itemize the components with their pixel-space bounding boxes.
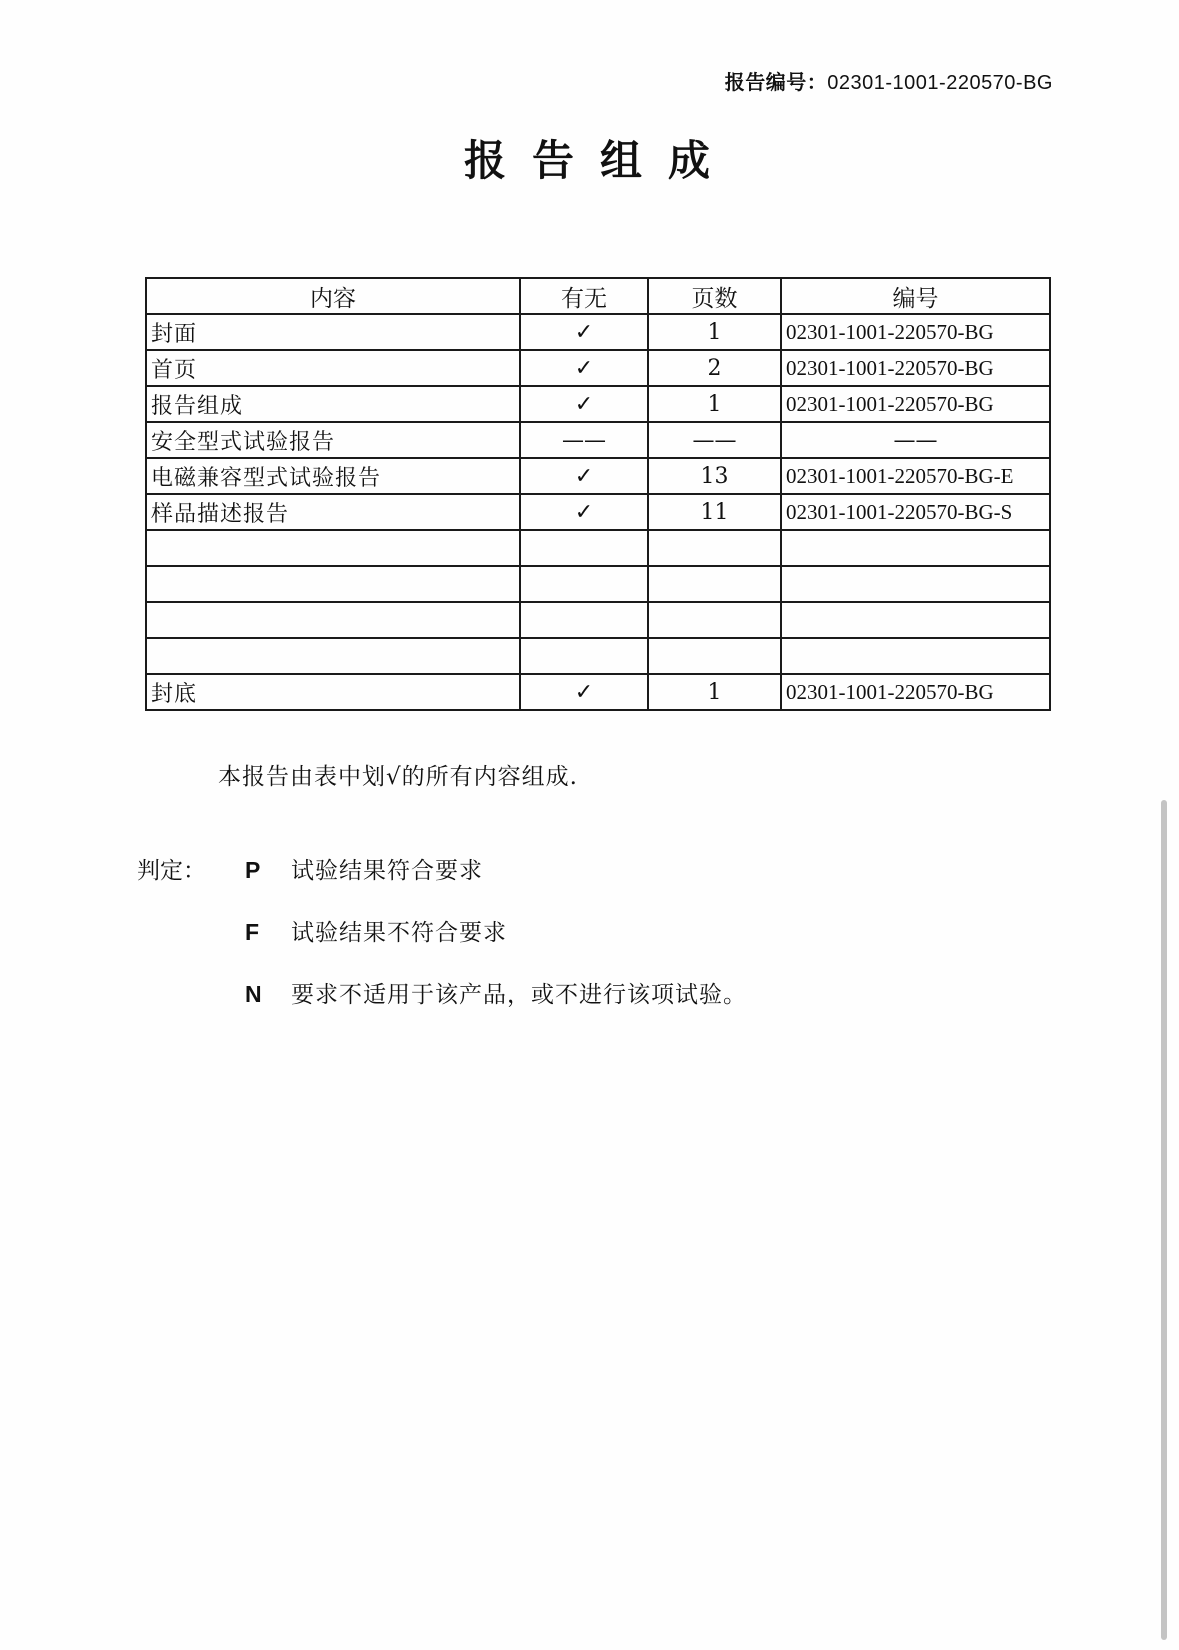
judgement-item xyxy=(245,852,483,885)
row-presence: ✓ xyxy=(520,494,648,530)
row-presence: ✓ xyxy=(520,458,648,494)
row-pages: 13 xyxy=(648,458,781,494)
row-pages: 1 xyxy=(648,386,781,422)
row-pages xyxy=(648,530,781,566)
row-presence xyxy=(520,530,648,566)
row-presence xyxy=(520,638,648,674)
col-header-content: 内容 xyxy=(146,278,520,314)
col-header-pages: 页数 xyxy=(648,278,781,314)
table-row xyxy=(146,422,1050,458)
row-content: 封底 xyxy=(146,674,520,710)
row-pages: —— xyxy=(648,422,781,458)
row-content: 样品描述报告 xyxy=(146,494,520,530)
row-number: 02301-1001-220570-BG-E xyxy=(781,458,1050,494)
row-number xyxy=(781,638,1050,674)
row-pages: 1 xyxy=(648,314,781,350)
table-header-row xyxy=(146,278,1050,314)
table-row xyxy=(146,314,1050,350)
row-pages xyxy=(648,638,781,674)
table-row xyxy=(146,458,1050,494)
row-content xyxy=(146,638,520,674)
judgement-code: F xyxy=(245,919,260,945)
row-pages: 11 xyxy=(648,494,781,530)
judgement-item xyxy=(245,976,747,1009)
row-number xyxy=(781,566,1050,602)
row-content: 电磁兼容型式试验报告 xyxy=(146,458,520,494)
judgement-code: P xyxy=(245,857,261,883)
judgement-text: 试验结果不符合要求 xyxy=(291,920,507,946)
col-header-presence: 有无 xyxy=(520,278,648,314)
row-content: 安全型式试验报告 xyxy=(146,422,520,458)
row-number: 02301-1001-220570-BG xyxy=(781,386,1050,422)
table-row xyxy=(146,494,1050,530)
judgement-code: N xyxy=(245,981,262,1007)
vertical-scrollbar[interactable] xyxy=(1161,800,1167,1640)
report-number xyxy=(725,66,1053,95)
row-presence xyxy=(520,566,648,602)
row-number xyxy=(781,530,1050,566)
table-row-empty xyxy=(146,602,1050,638)
table-row-empty xyxy=(146,566,1050,602)
row-pages xyxy=(648,602,781,638)
row-presence xyxy=(520,602,648,638)
row-number xyxy=(781,602,1050,638)
row-presence: ✓ xyxy=(520,314,648,350)
row-pages: 2 xyxy=(648,350,781,386)
row-content: 封面 xyxy=(146,314,520,350)
table-row-empty xyxy=(146,530,1050,566)
judgement-text: 要求不适用于该产品，或不进行该项试验。 xyxy=(291,982,747,1008)
judgement-item xyxy=(245,914,507,947)
row-presence: ✓ xyxy=(520,386,648,422)
row-pages: 1 xyxy=(648,674,781,710)
row-number: —— xyxy=(781,422,1050,458)
report-number-value: 02301-1001-220570-BG xyxy=(827,72,1053,94)
composition-table xyxy=(145,277,1051,711)
judgement-label: 判定： xyxy=(137,858,206,884)
row-presence: ✓ xyxy=(520,674,648,710)
row-number: 02301-1001-220570-BG xyxy=(781,314,1050,350)
report-number-label: 报告编号： xyxy=(724,70,828,94)
composition-note: 本报告由表中划√的所有内容组成. xyxy=(218,764,578,790)
row-number: 02301-1001-220570-BG xyxy=(781,674,1050,710)
page-title: 报告组成 xyxy=(463,136,736,185)
row-presence: —— xyxy=(520,422,648,458)
table-row xyxy=(146,350,1050,386)
row-content: 首页 xyxy=(146,350,520,386)
row-presence: ✓ xyxy=(520,350,648,386)
row-content xyxy=(146,602,520,638)
table-row xyxy=(146,386,1050,422)
col-header-number: 编号 xyxy=(781,278,1050,314)
row-number: 02301-1001-220570-BG-S xyxy=(781,494,1050,530)
row-content xyxy=(146,566,520,602)
row-pages xyxy=(648,566,781,602)
table-row-empty xyxy=(146,638,1050,674)
table-row xyxy=(146,674,1050,710)
row-number: 02301-1001-220570-BG xyxy=(781,350,1050,386)
row-content: 报告组成 xyxy=(146,386,520,422)
row-content xyxy=(146,530,520,566)
judgement-text: 试验结果符合要求 xyxy=(291,858,483,884)
